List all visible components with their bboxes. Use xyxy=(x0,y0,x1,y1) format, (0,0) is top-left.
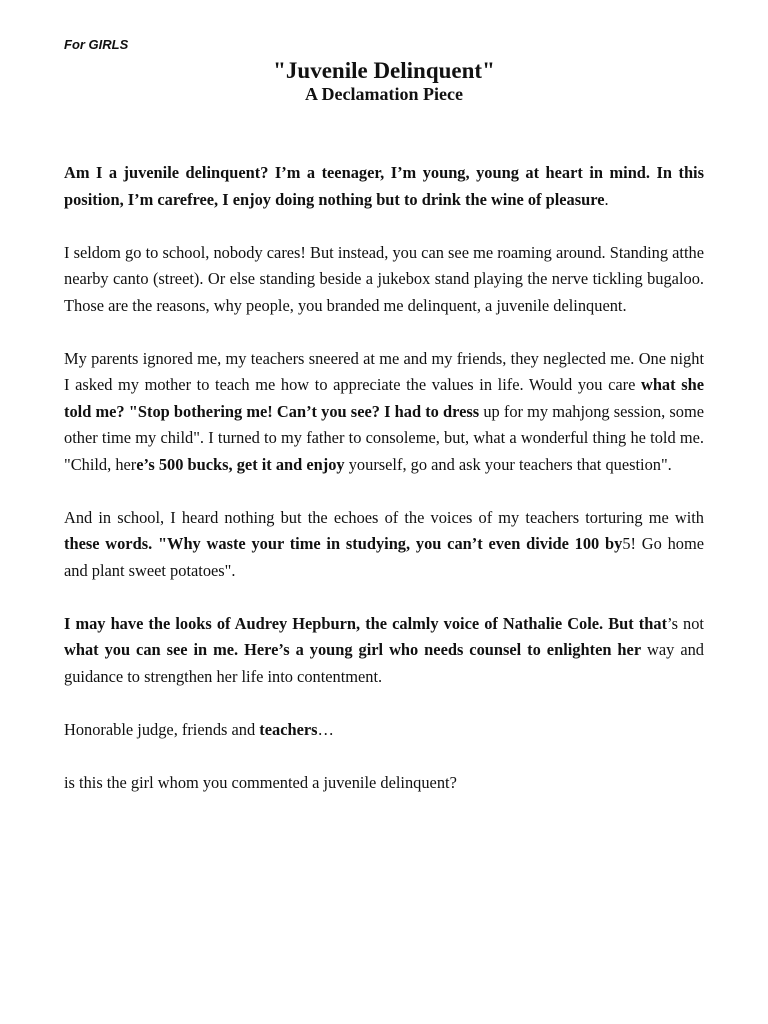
text-run: way and guidance to strengthen her life into contentment. xyxy=(64,640,704,686)
paragraph xyxy=(64,611,704,691)
text-run: And in school, I heard nothing but the echoes of the voices of my teachers torturing me with xyxy=(64,507,704,527)
text-run: what you can see in me. Here’s a young girl who needs counsel to enlighten her xyxy=(64,640,642,659)
text-run: 5! Go home and plant sweet potatoes". xyxy=(64,534,704,580)
paragraph xyxy=(64,240,704,320)
text-run: My parents ignored me, my teachers sneered at me and my friends, they neglected me. One night I asked my mother to teach me how to appreciate the values in life. Would you care xyxy=(64,348,704,394)
text-run: I seldom go to school, nobody cares! But instead, you can see me roaming around. Standing atthe nearby canto (street). Or else standing beside a jukebox stand playing the nerve tickling bugaloo. Those are the reasons, why people, you branded me delinquent, a juvenile delinquent. xyxy=(64,242,704,315)
text-run: … xyxy=(317,719,334,739)
text-run: up for my mahjong session, some other time my child". I turned to my father to consoleme, but, what a wonderful thing he told me. "Child, her xyxy=(64,401,704,474)
text-run: teachers xyxy=(259,719,318,739)
paragraph xyxy=(64,160,704,213)
document-body xyxy=(64,160,704,823)
text-run: e’s 500 bucks, get it and enjoy xyxy=(136,454,345,474)
text-run: . xyxy=(604,189,609,209)
text-run: Honorable judge, friends and xyxy=(64,719,260,739)
paragraph xyxy=(64,505,704,585)
text-run: is this the girl whom you commented a juvenile delinquent? xyxy=(64,772,457,792)
category-label: For GIRLS xyxy=(64,37,129,52)
paragraph xyxy=(64,717,704,744)
text-run: what she told me? "Stop bothering me! Can’t you see? I had to dress xyxy=(64,375,704,421)
paragraph xyxy=(64,770,704,797)
text-run: I may have the looks of Audrey Hepburn, the calmly voice of Nathalie Cole. But that xyxy=(64,613,668,633)
page-subtitle: A Declamation Piece xyxy=(305,84,463,104)
text-run: yourself, go and ask your teachers that question". xyxy=(344,454,672,474)
text-run: Am I a juvenile delinquent? I’m a teenager, I’m young, young at heart in mind. In this position, I’m carefree, I enjoy doing nothing but to drink the wine of pleasure xyxy=(64,163,704,209)
page-title: "Juvenile Delinquent" xyxy=(273,58,495,83)
text-run: ’s not xyxy=(667,613,704,633)
paragraph xyxy=(64,346,704,479)
text-run: these words. "Why waste your time in studying, you can’t even divide 100 by xyxy=(64,534,623,553)
